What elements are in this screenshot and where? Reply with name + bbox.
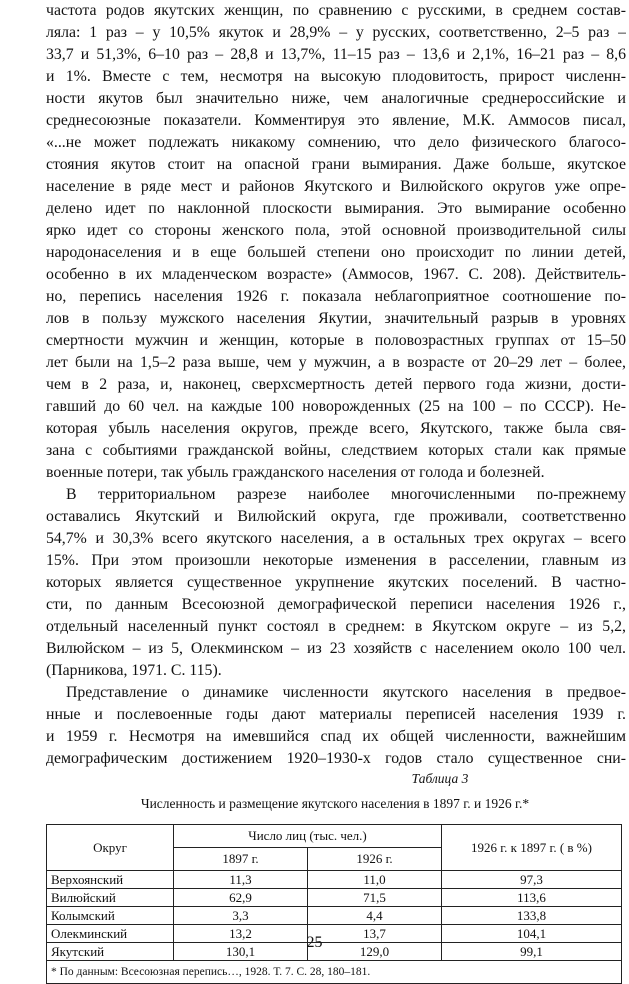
cell-ratio: 113,6 (442, 889, 622, 907)
cell-ratio: 133,8 (442, 907, 622, 925)
text-line: оставались Якутский и Вилюйский округа, где проживали, соответственно (46, 508, 626, 525)
text-line: которая убыль населения округов, прежде всего, Якутского, также была свя- (46, 420, 626, 437)
text-line: В территориальном разрезе наиболее многочисленными по-прежнему (66, 486, 626, 503)
header-number: Число лиц (тыс. чел.) (174, 825, 442, 848)
text-line: (Парникова, 1971. С. 115). (46, 662, 222, 679)
text-line: и 1%. Вместе с тем, несмотря на высокую плодовитость, прирост численн- (46, 68, 626, 85)
text-line: делено идет по наклонной плоскости вымирания. Это вымирание особенно (46, 200, 626, 217)
table-row (47, 907, 622, 925)
cell-1926: 13,7 (308, 925, 442, 943)
text-line: военные потери, так убыль гражданского населения от голода и болезней. (46, 464, 545, 481)
text-line: чем в 2 раза, и, наконец, сверхсмертность детей первого года жизни, дости- (46, 376, 626, 393)
text-line: 54,7% и 30,3% всего якутского населения, а в остальных трех округах – всего (46, 530, 626, 547)
text-line: лет были на 1,5–2 раза выше, чем у мужчин, а в возрасте от 20–29 лет – более, (46, 354, 626, 371)
table-row (47, 871, 622, 889)
paragraph-1 (46, 0, 626, 484)
text-line: нные и послевоенные годы дают материалы переписей населения 1939 г. (46, 706, 626, 723)
cell-okrug: Олекминский (47, 925, 174, 943)
cell-ratio: 104,1 (442, 925, 622, 943)
cell-ratio: 97,3 (442, 871, 622, 889)
cell-1897: 3,3 (174, 907, 308, 925)
text-line: но, перепись населения 1926 г. показала неблагоприятное соотношение по- (46, 288, 626, 305)
paragraph-3 (46, 682, 626, 770)
text-line: отдельный населенный пункт состоял в среднем: в Якутском округе – из 5,2, (46, 618, 626, 635)
table-footnote: * По данным: Всесоюзная перепись…, 1928. Т. 7. С. 28, 180–181. (47, 961, 622, 984)
cell-ratio: 99,1 (442, 943, 622, 961)
text-line: стояния якутов стоит на опасной грани вымирания. Даже больше, якутское (46, 156, 626, 173)
text-line: ярко идет со стороны женского пола, этой основной производительной силы (46, 222, 626, 239)
text-line: 15%. При этом произошли некоторые изменения в расселении, главным из (46, 552, 626, 569)
text-line: демографическим достижением 1920–1930-х годов стало существенное сни- (46, 750, 626, 767)
header-ratio: 1926 г. к 1897 г. ( в %) (442, 825, 622, 871)
cell-okrug: Вилюйский (47, 889, 174, 907)
text-line: зана с событиями гражданской войны, следствием которых стали как прямые (46, 442, 626, 459)
header-1926: 1926 г. (308, 848, 442, 871)
table-header-row (47, 825, 622, 848)
header-1897: 1897 г. (174, 848, 308, 871)
cell-1897: 62,9 (174, 889, 308, 907)
cell-1897: 130,1 (174, 943, 308, 961)
text-line: народонаселения и в еще большей степени оно происходит по линии детей, (46, 244, 626, 261)
cell-1926: 129,0 (308, 943, 442, 961)
cell-1897: 13,2 (174, 925, 308, 943)
text-line: «...не может подлежать никакому сомнению, что дело физического благосо- (46, 134, 626, 151)
text-line: Представление о динамике численности якутского населения в предвое- (66, 684, 626, 701)
header-okrug: Округ (47, 825, 174, 871)
text-line: 33,7 и 51,3%, 6–10 раз – 28,8 и 13,7%, 11–15 раз – 13,6 и 2,1%, 16–21 раз – 8,6 (46, 46, 626, 63)
cell-okrug: Верхоянский (47, 871, 174, 889)
text-line: гавший до 60 чел. на каждые 100 новорожденных (25 на 100 – по СССР). Не- (46, 398, 626, 415)
cell-1926: 4,4 (308, 907, 442, 925)
cell-okrug: Якутский (47, 943, 174, 961)
cell-1926: 71,5 (308, 889, 442, 907)
table-row (47, 889, 622, 907)
text-line: ляла: 1 раз – у 10,5% якуток и 28,9% – у русских, соответственно, 2–5 раз – (46, 24, 626, 41)
text-line: смертности мужчин и женщин, которые в половозрастных группах от 15–50 (46, 332, 626, 349)
text-line: среднесоюзные показатели. Комментируя это явление, М.К. Аммосов писал, (46, 112, 626, 129)
text-line: лов в пользу мужского населения Якутии, значительный разрыв в уровнях (46, 310, 626, 327)
page-number: 25 (306, 934, 323, 951)
text-line: ности якутов был значительно ниже, чем аналогичные среднероссийские и (46, 90, 626, 107)
text-line: частота родов якутских женщин, по сравнению с русскими, в среднем состав- (46, 2, 626, 19)
text-line: и 1959 г. Несмотря на имевшийся спад их общей численности, важнейшим (46, 728, 626, 745)
table-caption: Численность и размещение якутского населения в 1897 г. и 1926 г.* (140, 796, 530, 811)
text-line: которых является существенное укрупнение якутских поселений. В частно- (46, 574, 626, 591)
table-label: Таблица 3 (411, 771, 469, 786)
cell-1926: 11,0 (308, 871, 442, 889)
text-line: сти, по данным Всесоюзной демографической переписи населения 1926 г., (46, 596, 626, 613)
cell-1897: 11,3 (174, 871, 308, 889)
text-line: Вилюйском – из 5, Олекминском – из 23 хозяйств с населением около 100 чел. (46, 640, 626, 657)
text-line: население в ряде мест и районов Якутского и Вилюйского округов уже опре- (46, 178, 626, 195)
population-table (46, 824, 622, 984)
paragraph-2 (46, 484, 626, 682)
cell-okrug: Колымский (47, 907, 174, 925)
text-line: особенно в их младенческом возрасте» (Аммосов, 1967. С. 208). Действитель- (46, 266, 626, 283)
